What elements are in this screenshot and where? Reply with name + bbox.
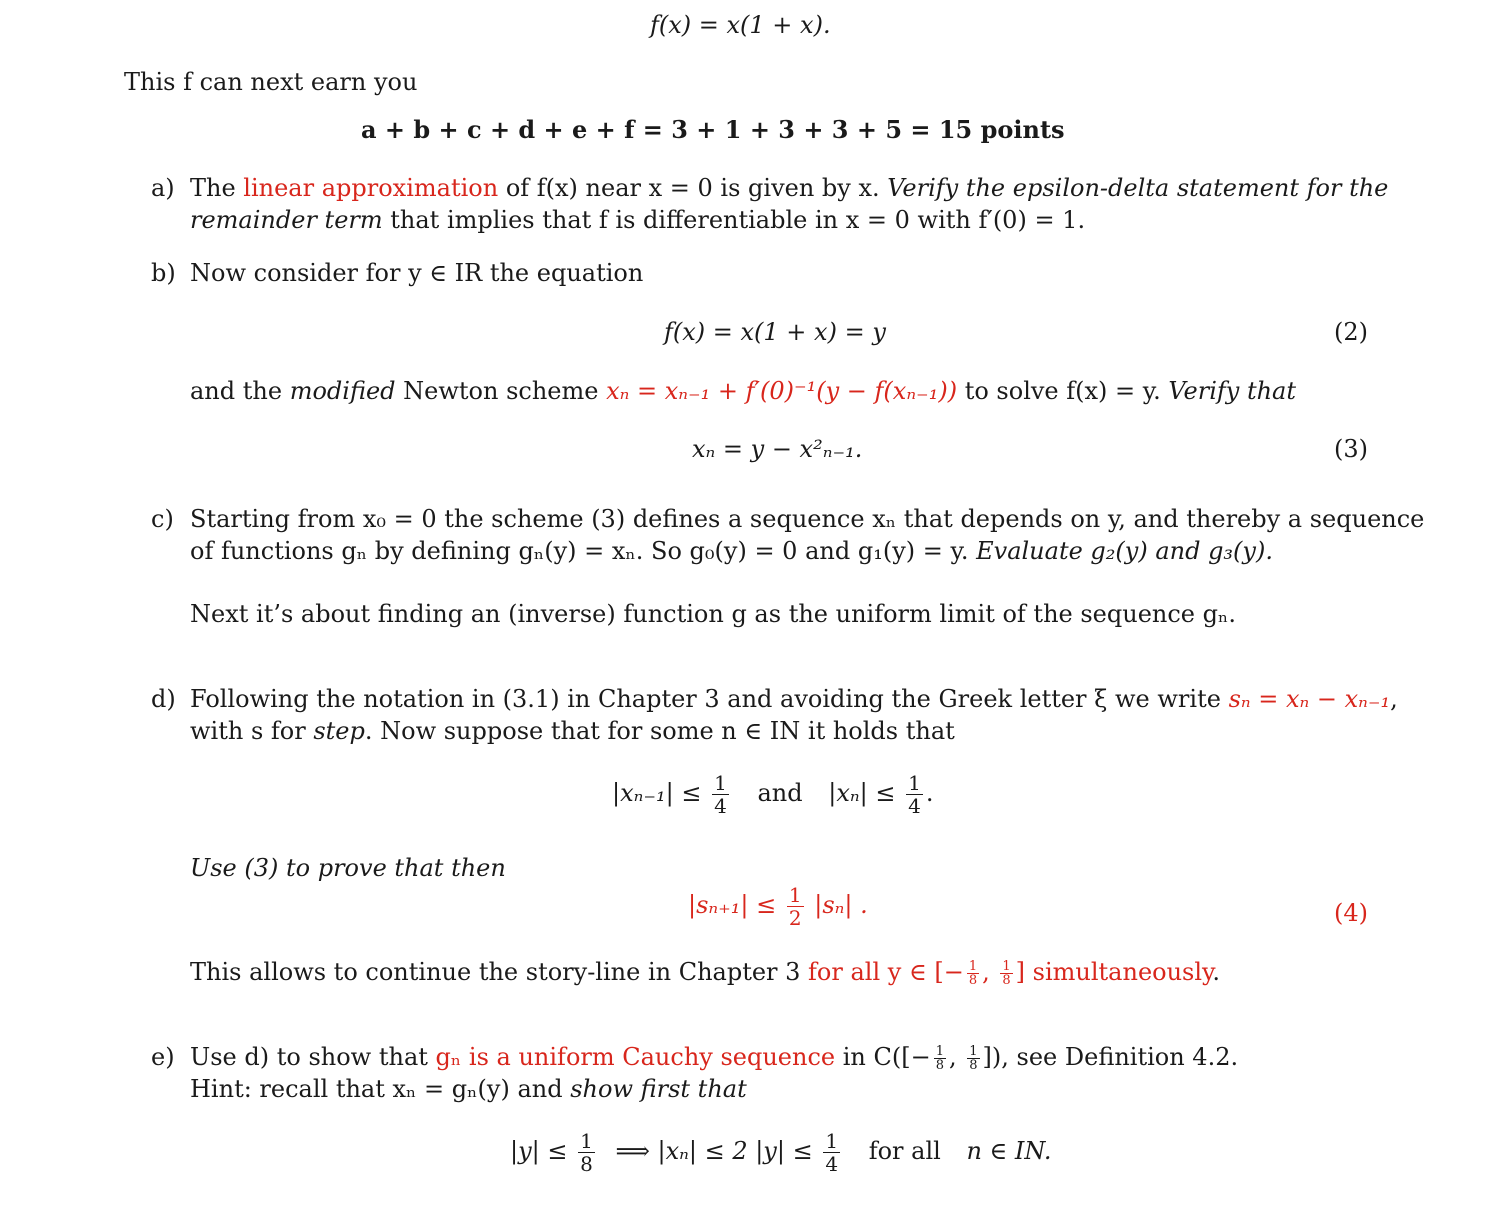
text: with s for: [190, 717, 314, 745]
item-e-marker: e): [151, 1043, 175, 1071]
final-implication: ⟹ |xₙ| ≤ 2 |y| ≤: [615, 1137, 813, 1165]
fraction-one-quarter: $\frac{1}{4}$: [908, 771, 921, 818]
for-all-highlight: for all y ∈ [− $\frac{1}{8}$ , $\frac{1}{8}$ ] simultaneously: [808, 958, 1213, 988]
item-b-marker: b): [151, 259, 176, 287]
item-c-line2: [190, 535, 1273, 567]
item-a-line1: [190, 172, 1388, 204]
text: Newton scheme: [395, 377, 607, 405]
final-y-bound: |y| ≤: [510, 1137, 568, 1165]
fraction-one-half: $\frac{1}{2}$: [788, 883, 802, 930]
item-d-line1: [190, 683, 1398, 715]
fraction-one-eighth: $\frac{1}{8}$: [969, 1044, 978, 1073]
use-3-prompt: Use (3) to prove that then: [190, 854, 506, 882]
item-d-allows: [190, 956, 1220, 988]
equation-number-2: (2): [1334, 318, 1368, 346]
text: ,: [1390, 685, 1398, 713]
fraction-one-quarter: $\frac{1}{4}$: [714, 771, 727, 818]
text: Following the notation in (3.1) in Chapter 3 and avoiding the Greek letter ξ we write: [190, 685, 1229, 713]
condition-display: [612, 772, 933, 817]
item-d-marker: d): [151, 685, 176, 713]
text: of functions gₙ by defining gₙ(y) = xₙ. So g₀(y) = 0 and g₁(y) = y.: [190, 537, 977, 565]
uniform-cauchy-highlight: gₙ is a uniform Cauchy sequence: [435, 1043, 836, 1071]
italic-text: show first that: [570, 1075, 747, 1103]
italic-text: Verify the epsilon-delta statement for the: [887, 174, 1389, 202]
item-a-line2: [190, 204, 1085, 236]
text: and the: [190, 377, 290, 405]
step-definition-highlight: sₙ = xₙ − xₙ₋₁: [1228, 685, 1391, 713]
text: in C([−: [835, 1043, 931, 1071]
text: The: [190, 174, 244, 202]
fraction-one-eighth: $\frac{1}{8}$: [968, 959, 978, 988]
item-a-marker: a): [151, 174, 175, 202]
italic-text: modified: [289, 377, 396, 405]
item-d-line2: [190, 715, 955, 747]
intro-text: This f can next earn you: [124, 68, 418, 96]
item-c-marker: c): [151, 505, 174, 533]
italic-text: step: [313, 717, 365, 745]
italic-text: remainder term: [190, 206, 383, 234]
item-b-line1: Now consider for y ∈ IR the equation: [190, 259, 644, 287]
equation-3: xₙ = y − x²ₙ₋₁.: [692, 435, 863, 463]
equation-4-left: |sₙ₊₁| ≤: [688, 891, 777, 919]
item-e-line2: [190, 1073, 747, 1105]
text: to solve f(x) = y.: [957, 377, 1169, 405]
equation-number-4: (4): [1334, 899, 1368, 927]
final-for-all: for all: [868, 1137, 941, 1165]
condition-period: .: [925, 779, 934, 807]
text: ]), see Definition 4.2.: [982, 1043, 1239, 1071]
equation-4-right: |sₙ| .: [814, 891, 868, 919]
text: Use d) to show that: [190, 1043, 436, 1071]
item-e-line1: Use d) to show that gₙ is a uniform Cauchy sequence in C([− $\frac{1}{8}$ , $\frac{1}{8}$ ]), see Definition 4.2.: [190, 1043, 1239, 1073]
text: . Now suppose that for some n ∈ IN it holds that: [364, 717, 955, 745]
text: This allows to continue the story-line in Chapter 3: [190, 958, 809, 986]
item-c-line1: Starting from x₀ = 0 the scheme (3) defines a sequence xₙ that depends on y, and thereby a sequence: [190, 505, 1425, 533]
text: Hint: recall that xₙ = gₙ(y) and: [190, 1075, 571, 1103]
final-n-in-n: n ∈ IN.: [966, 1137, 1052, 1165]
fraction-one-eighth: $\frac{1}{8}$: [935, 1044, 944, 1073]
equation-4: [688, 884, 868, 929]
item-c-line3: Next it’s about finding an (inverse) function g as the uniform limit of the sequence gₙ.: [190, 600, 1237, 628]
condition-left: |xₙ₋₁| ≤: [612, 779, 702, 807]
text: of f(x) near x = 0 is given by x.: [498, 174, 888, 202]
equation-2: f(x) = x(1 + x) = y: [664, 318, 886, 346]
item-b-line2: [190, 375, 1296, 407]
fraction-one-quarter: $\frac{1}{4}$: [825, 1129, 839, 1176]
fraction-one-eighth: $\frac{1}{8}$: [1002, 959, 1011, 988]
text: that implies that f is differentiable in x = 0 with f′(0) = 1.: [382, 206, 1086, 234]
text: .: [1212, 958, 1221, 986]
header-equation: f(x) = x(1 + x).: [650, 11, 831, 39]
italic-text: Verify that: [1168, 377, 1297, 405]
condition-right: |xₙ| ≤: [828, 779, 896, 807]
newton-scheme-highlight: xₙ = xₙ₋₁ + f′(0)⁻¹(y − f(xₙ₋₁)): [606, 377, 958, 405]
equation-number-3: (3): [1334, 435, 1368, 463]
condition-and: and: [757, 779, 803, 807]
fraction-one-eighth: $\frac{1}{8}$: [580, 1129, 593, 1176]
linear-approximation-highlight: linear approximation: [243, 174, 499, 202]
italic-text: Evaluate g₂(y) and g₃(y).: [976, 537, 1273, 565]
final-display: [510, 1130, 1052, 1175]
points-line: a + b + c + d + e + f = 3 + 1 + 3 + 3 + 5 = 15 points: [361, 115, 1065, 144]
